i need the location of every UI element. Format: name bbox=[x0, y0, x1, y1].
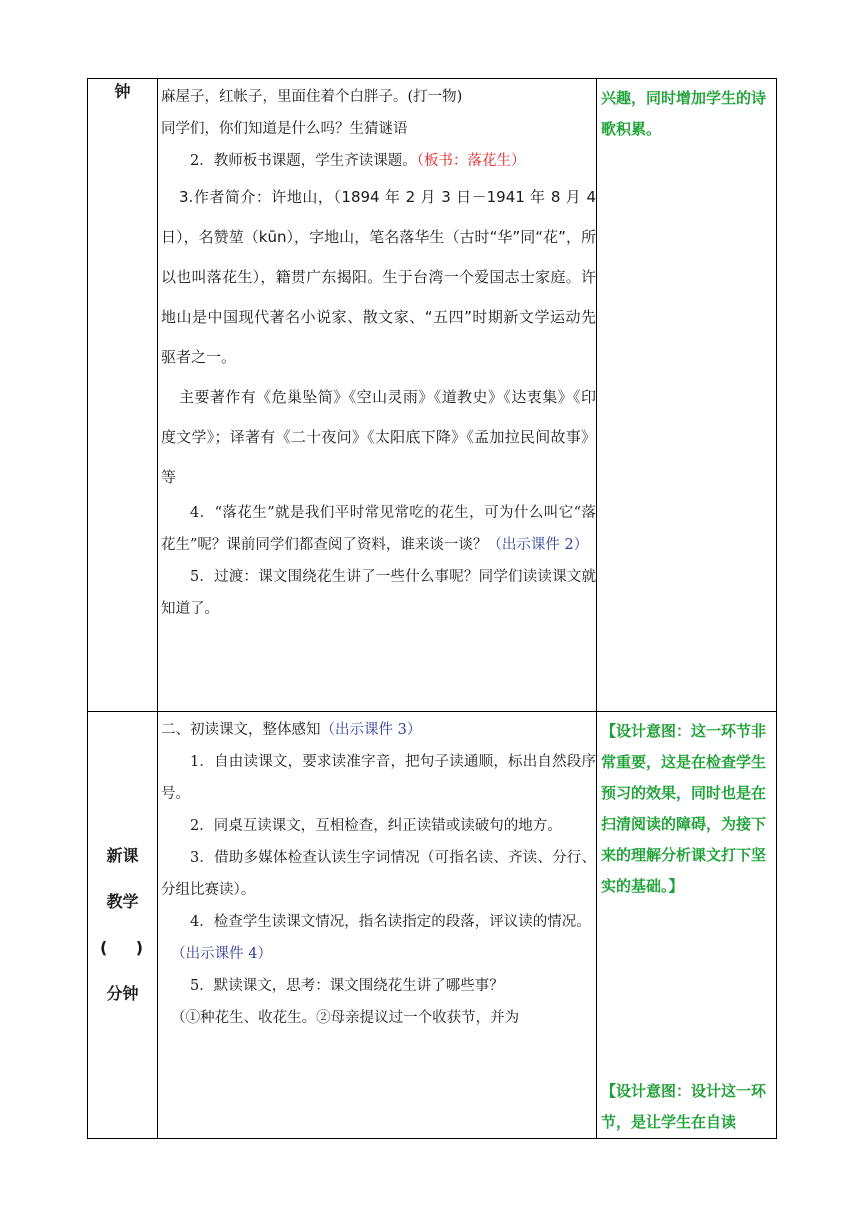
stage-label-line: 教学 bbox=[106, 892, 139, 911]
stage-cell bbox=[88, 79, 158, 712]
design-intent-cell bbox=[597, 79, 777, 712]
step-3: 3．借助多媒体检查认读生字词情况（可指名读、齐读、分行、分组比赛读）。 bbox=[161, 850, 596, 898]
design-intent-text: 兴趣，同时增加学生的诗歌积累。 bbox=[601, 89, 767, 138]
stage-label-line: 分钟 bbox=[106, 984, 139, 1003]
riddle-text: 麻屋子，红帐子，里面住着个白胖子。(打一物) bbox=[161, 89, 463, 105]
stage-label-line: 新课 bbox=[106, 846, 139, 865]
process-cell bbox=[158, 79, 597, 712]
table-row bbox=[88, 712, 777, 1139]
courseware-note: （出示课件 4） bbox=[171, 946, 272, 962]
step-5: 5．默读课文，思考：课文围绕花生讲了哪些事？ bbox=[190, 978, 504, 994]
riddle-question: 同学们，你们知道是什么吗？生猜谜语 bbox=[161, 121, 408, 137]
duration-blank: ( ) bbox=[100, 938, 143, 957]
step-4: 4．检查学生读课文情况，指名读指定的段落，评议读的情况。 bbox=[190, 914, 591, 930]
stage-label: 钟 bbox=[114, 82, 131, 101]
courseware-note: （出示课件 3） bbox=[320, 722, 422, 738]
stage-cell bbox=[88, 712, 158, 1139]
board-note: （板书：落花生） bbox=[416, 153, 526, 169]
process-cell bbox=[158, 712, 597, 1139]
step-5-answer: （①种花生、收花生。②母亲提议过一个收获节，并为 bbox=[171, 1010, 520, 1026]
step-2: 2．教师板书课题，学生齐读课题。（板书：落花生） bbox=[190, 153, 526, 169]
step-4: 4．“落花生”就是我们平时常见常吃的花生，可为什么叫它“落花生”呢？课前同学们都查阅了资料，谁来谈一谈？（出示课件 2） bbox=[161, 505, 596, 553]
author-works: 主要著作有《危巢坠简》《空山灵雨》《道教史》《达衷集》《印度文学》；译著有《二十夜问》《太阳底下降》《孟加拉民间故事》等 bbox=[161, 388, 596, 486]
step-3-author-intro: 3.作者简介：许地山，（1894 年 2 月 3 日－1941 年 8 月 4 日），名赞堃（kūn），字地山，笔名落华生（古时“华”同“花”，所以也叫落花生），籍贯广东揭阳。生于台湾一个爱国志士家庭。许地山是中国现代著名小说家、散文家、“五四”时期新文学运动先驱者之一。 bbox=[161, 188, 596, 366]
step-2: 2．同桌互读课文，互相检查，纠正读错或读破句的地方。 bbox=[190, 818, 562, 834]
lesson-plan-table bbox=[87, 78, 777, 1139]
design-intent-text: 【设计意图：设计这一环节，是让学生在自读 bbox=[601, 1082, 767, 1131]
design-intent-text: 【设计意图：这一环节非常重要，这是在检查学生预习的效果，同时也是在扫清阅读的障碍，为接下来的理解分析课文打下坚实的基础。】 bbox=[601, 722, 767, 895]
courseware-note: （出示课件 2） bbox=[487, 537, 589, 553]
design-intent-cell bbox=[597, 712, 777, 1139]
table-row bbox=[88, 79, 777, 712]
step-1: 1．自由读课文，要求读准字音，把句子读通顺，标出自然段序号。 bbox=[161, 754, 596, 802]
step-5: 5．过渡：课文围绕花生讲了一些什么事呢？同学们读读课文就知道了。 bbox=[161, 569, 596, 617]
section-heading: 二、初读课文，整体感知（出示课件 3） bbox=[161, 722, 422, 738]
